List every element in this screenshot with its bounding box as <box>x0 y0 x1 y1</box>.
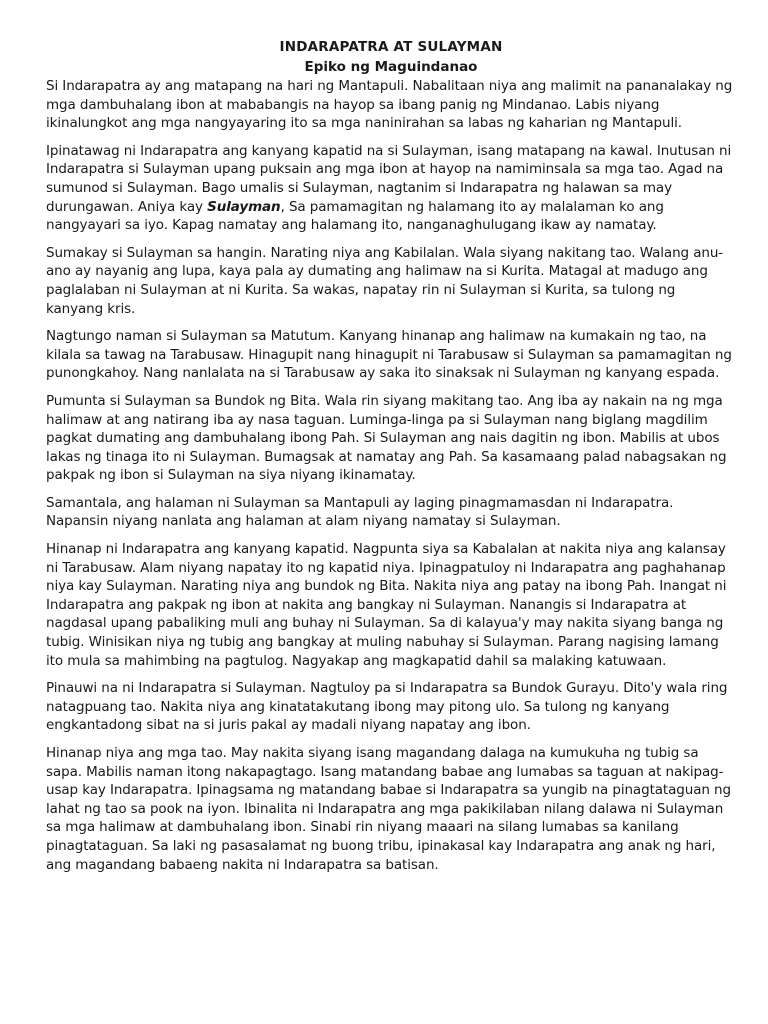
paragraph-4: Nagtungo naman si Sulayman sa Matutum. Kanyang hinanap ang halimaw na kumakain ng tao, na kilala sa tawag na Tarabusaw. Hinagupit nang hinagupit ni Tarabusaw si Sulayman sa pamamagitan ng punongkahoy. Nang nanlalata na si Tarabusaw ay saka ito sinaksak ni Sulayman ng kanyang espada. <box>46 328 732 382</box>
document-page <box>46 38 736 883</box>
document-subtitle: Epiko ng Maguindanao <box>304 59 478 75</box>
document-title: INDARAPATRA AT SULAYMAN <box>279 39 503 55</box>
paragraph-5: Pumunta si Sulayman sa Bundok ng Bita. Wala rin siyang makitang tao. Ang iba ay nakain na ng mga halimaw at ang natirang iba ay nasa taguan. Luminga-linga pa si Sulayman nang biglang magdilim pagkat dumating ang dambuhalang ibong Pah. Si Sulayman ang nais dagitin ng ibon. Mabilis at ubos lakas ng tinaga ito ni Sulayman. Bumagsak at namatay ang Pah. Sa kasamaang palad nabagsakan ng pakpak ng ibon si Sulayman na siya niyang ikinamatay. <box>46 392 727 484</box>
paragraph-2-italic-name: Sulayman <box>207 198 281 215</box>
paragraph-8: Pinauwi na ni Indarapatra si Sulayman. Nagtuloy pa si Indarapatra sa Bundok Gurayu. Dito'y wala ring natagpuang tao. Nakita niya ang kinatatakutang ibong may pitong ulo. Sa tulong ng kanyang engkantadong sibat na si juris pakal ay madali niyang napatay ang ibon. <box>46 680 728 734</box>
paragraph-3: Sumakay si Sulayman sa hangin. Narating niya ang Kabilalan. Wala siyang nakitang tao. Walang anu-ano ay nayanig ang lupa, kaya pala ay dumating ang halimaw na si Kurita. Matagal at madugo ang paglalaban ni Sulayman at ni Kurita. Sa wakas, napatay rin ni Sulayman si Kurita, sa tulong ng kanyang kris. <box>46 244 724 317</box>
paragraph-6: Samantala, ang halaman ni Sulayman sa Mantapuli ay laging pinagmamasdan ni Indarapatra. Napansin niyang nanlata ang halaman at alam niyang namatay si Sulayman. <box>46 494 674 530</box>
paragraph-7: Hinanap ni Indarapatra ang kanyang kapatid. Nagpunta siya sa Kabalalan at nakita niya ang kalansay ni Tarabusaw. Alam niyang napatay ito ng kapatid niya. Ipinagpatuloy ni Indarapatra ang paghahanap niya kay Sulayman. Narating niya ang bundok ng Bita. Nakita niya ang patay na ibong Pah. Inangat ni Indarapatra ang pakpak ng ibon at nakita ang bangkay ni Sulayman. Nanangis si Indarapatra at nagdasal upang pabaliking muli ang buhay ni Sulayman. Sa di kalayua'y may nakita siyang banga ng tubig. Winisikan niya ng tubig ang bangkay at muling nabuhay si Sulayman. Parang nagising lamang ito mula sa mahimbing na pagtulog. Nagyakap ang magkapatid dahil sa malaking katuwaan. <box>46 541 727 669</box>
paragraph-9: Hinanap niya ang mga tao. May nakita siyang isang magandang dalaga na kumukuha ng tubig sa sapa. Mabilis naman itong nakapagtago. Isang matandang babae ang lumabas sa taguan at nakipag-usap kay Indarapatra. Ipinagsama ng matandang babae si Indarapatra sa yungib na pinagtataguan ng lahat ng tao sa pook na iyon. Ibinalita ni Indarapatra ang mga pakikilaban nilang dalawa ni Sulayman sa mga halimaw at dambuhalang ibon. Sinabi rin niyang maaari na silang lumabas sa kanilang pinagtataguan. Sa laki ng pasasalamat ng buong tribu, ipinakasal kay Indarapatra ang anak ng hari, ang magandang babaeng nakita ni Indarapatra sa batisan. <box>46 745 731 873</box>
paragraph-2-text-start: Ipinatawag ni Indarapatra ang kanyang kapatid na si Sulayman, isang matapang na kawal. Inutusan ni Indarapatra si Sulayman upang puksain ang mga ibon at hayop na namiminsala sa mga tao. Agad na sumunod si Sulayman. Bago umalis si Sulayman, nagtanim si Indarapatra ng halawan sa may durungawan. Aniya kay <box>46 142 732 215</box>
paragraph-2-text-end: , Sa pamamagitan ng halamang ito ay malalaman ko ang nangyayari sa iyo. Kapag namatay ang halamang ito, nanganaghulugang ikaw ay namatay. <box>46 198 664 234</box>
paragraph-1: Si Indarapatra ay ang matapang na hari ng Mantapuli. Nabalitaan niya ang malimit na pananalakay ng mga dambuhalang ibon at mababangis na hayop sa ibang panig ng Mindanao. Labis niyang ikinalungkot ang mga nangyayaring ito sa mga naninirahan sa labas ng kaharian ng Mantapuli. <box>46 78 733 132</box>
paragraph-2 <box>46 142 736 235</box>
